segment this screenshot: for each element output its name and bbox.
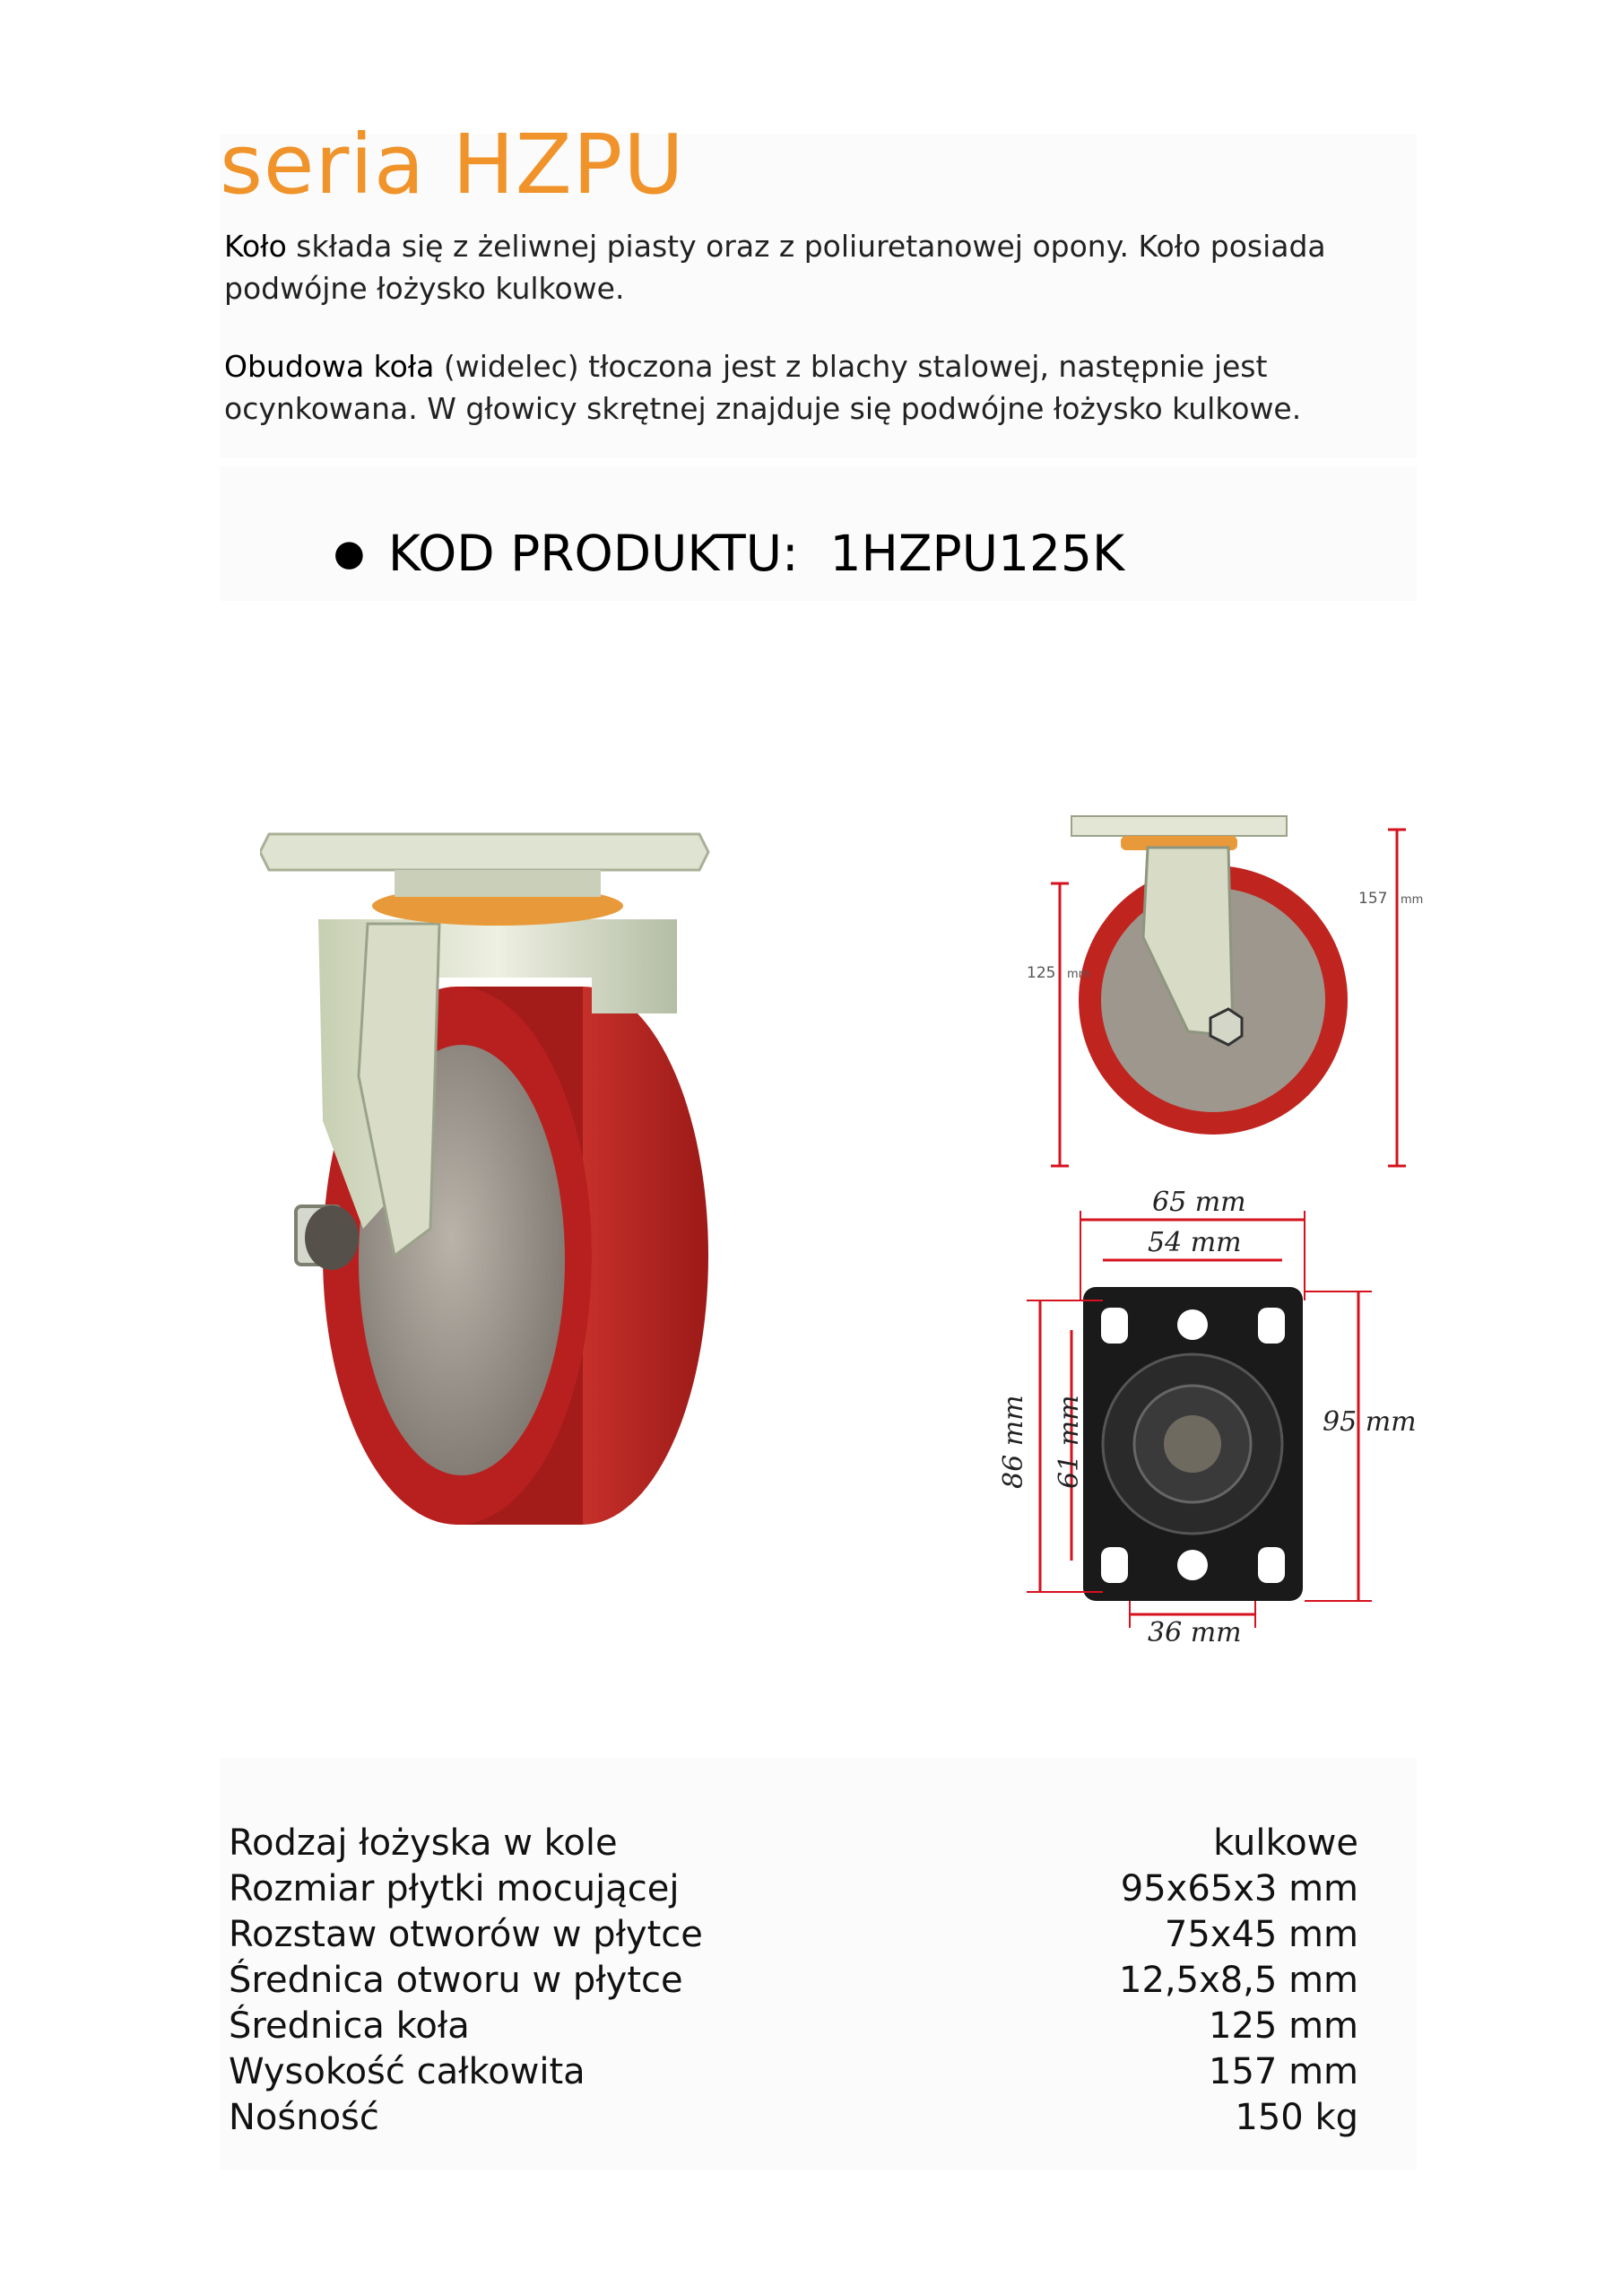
spec-row: [229, 1821, 1358, 1866]
spec-label: Rozstaw otworów w płytce: [229, 1914, 703, 1955]
plate-hole-icon: [1177, 1309, 1208, 1340]
spec-value: 12,5x8,5 mm: [1119, 1960, 1358, 2001]
wheel-diameter-unit: mm: [1067, 968, 1090, 981]
spec-label: Średnica koła: [229, 2005, 470, 2047]
spec-label: Rodzaj łożyska w kole: [229, 1822, 618, 1864]
height-inner-label: 86 mm: [998, 1395, 1029, 1489]
side-bolt-icon: [1210, 1009, 1242, 1045]
wheel-description-lead: Koło: [224, 229, 287, 264]
product-code-value: 1HZPU125K: [829, 525, 1125, 582]
spec-value: 157 mm: [1209, 2051, 1358, 2092]
housing-description-lead: Obudowa koła: [224, 349, 435, 384]
bullet-icon: ●: [334, 533, 365, 574]
product-code-label: KOD PRODUKTU:: [387, 525, 799, 582]
spec-label: Wysokość całkowita: [229, 2051, 585, 2092]
caster-photo: [260, 807, 843, 1570]
spec-row: [229, 2095, 1358, 2141]
plate-slot-icon: [1101, 1308, 1128, 1344]
product-code: [334, 525, 1124, 582]
spec-value: 150 kg: [1235, 2097, 1358, 2138]
plate-drawing: [986, 1184, 1453, 1650]
side-plate: [1071, 816, 1287, 836]
height-hole-label: 61 mm: [1054, 1395, 1085, 1489]
bottom-gap-label: 36 mm: [1148, 1617, 1242, 1648]
spec-label: Nośność: [229, 2097, 379, 2138]
spec-row: [229, 1958, 1358, 2004]
plate-slot-icon: [1258, 1308, 1285, 1344]
wheel-description-text: składa się z żeliwnej piasty oraz z poliuretanowej opony. Koło posiada podwójne łożysko kulkowe.: [224, 229, 1326, 306]
plate-slot-icon: [1258, 1547, 1285, 1583]
spec-row: [229, 1866, 1358, 1912]
plate-hole-icon: [1177, 1550, 1208, 1580]
specs-table: [229, 1821, 1358, 2141]
height-value: 157: [1358, 890, 1388, 908]
height-unit: mm: [1401, 893, 1424, 907]
wheel-description: [224, 225, 1426, 309]
housing-description: [224, 345, 1426, 430]
width-outer-label: 65 mm: [1152, 1187, 1246, 1218]
spec-label: Rozmiar płytki mocującej: [229, 1868, 680, 1909]
side-view-drawing: [1004, 803, 1453, 1179]
spec-row: [229, 2049, 1358, 2095]
plate-slot-icon: [1101, 1547, 1128, 1583]
width-inner-label: 54 mm: [1148, 1227, 1242, 1258]
spec-label: Średnica otworu w płytce: [229, 1960, 683, 2001]
height-outer-label: 95 mm: [1323, 1406, 1417, 1438]
mounting-plate: [260, 834, 708, 870]
spec-value: 75x45 mm: [1164, 1914, 1358, 1955]
spec-value: 125 mm: [1209, 2005, 1358, 2047]
spec-value: 95x65x3 mm: [1120, 1868, 1358, 1909]
spec-value: kulkowe: [1213, 1822, 1358, 1864]
housing-description-text: (widelec) tłoczona jest z blachy stalowej, następnie jest ocynkowana. W głowicy skrętnej znajduje się podwójne łożysko kulkowe.: [224, 349, 1302, 426]
spec-row: [229, 1912, 1358, 1958]
wheel-diameter-value: 125: [1027, 964, 1056, 982]
spec-row: [229, 2004, 1358, 2049]
page-title: seria HZPU: [220, 117, 685, 213]
